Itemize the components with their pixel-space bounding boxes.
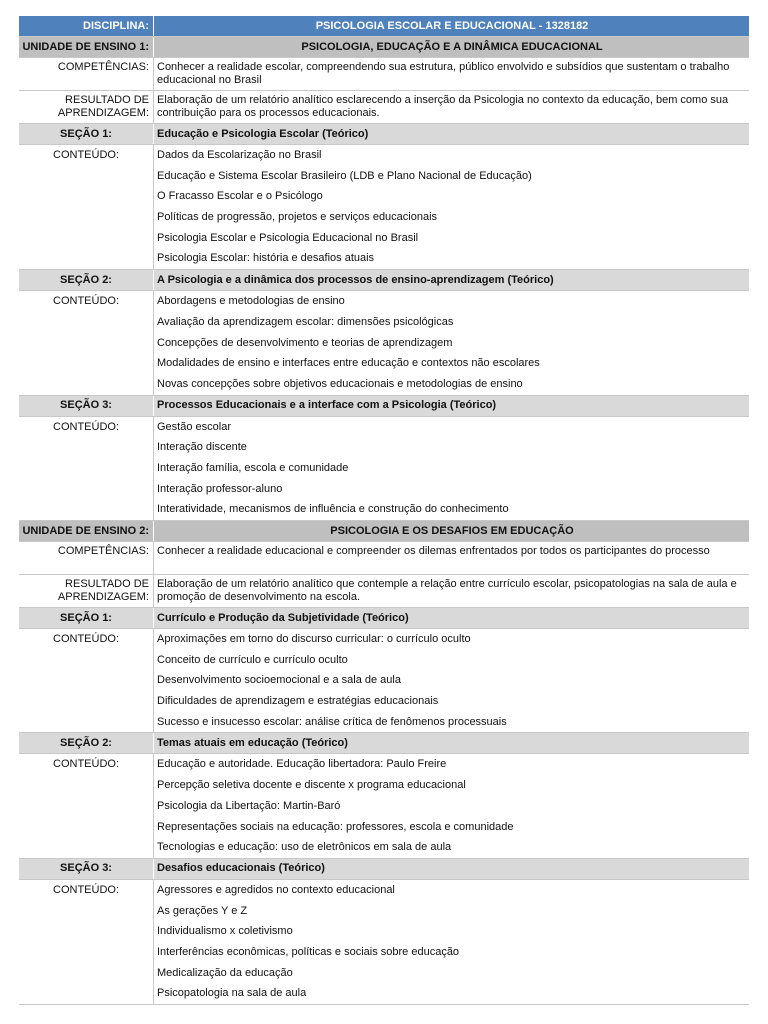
section-title: A Psicologia e a dinâmica dos processos de ensino-aprendizagem (Teórico) [157,273,554,286]
content-label: CONTEÚDO: [19,629,154,732]
content-item: Interatividade, mecanismos de influência e construção do conhecimento [157,503,509,516]
content-label: CONTEÚDO: [19,417,154,520]
unit-label: UNIDADE DE ENSINO 2: [19,521,154,541]
section-title: Currículo e Produção da Subjetividade (Teórico) [157,611,409,624]
content-item: Gestão escolar [157,420,231,433]
content-list [154,417,749,520]
content-item: Interferências econômicas, políticas e sociais sobre educação [157,945,460,958]
content-item: Agressores e agredidos no contexto educacional [157,883,395,896]
content-item: Interação professor-aluno [157,482,283,495]
resultado-label [19,575,154,607]
content-item: Representações sociais na educação: professores, escola e comunidade [157,820,514,833]
content-item: Psicologia Escolar: história e desafios atuais [157,252,375,265]
content-item: Abordagens e metodologias de ensino [157,295,345,308]
content-item: Concepções de desenvolvimento e teorias de aprendizagem [157,336,453,349]
competencias-text: Conhecer a realidade educacional e compreender os dilemas enfrentados por todos os participantes do processo [157,545,710,557]
content-item: Medicalização da educação [157,966,293,979]
content-row [19,880,749,1005]
competencias-label: COMPETÊNCIAS: [19,542,154,574]
section-header-row [19,270,749,291]
section-label: SEÇÃO 1: [19,124,154,144]
content-item: Tecnologias e educação: uso de eletrônicos em sala de aula [157,841,452,854]
content-label: CONTEÚDO: [19,145,154,269]
content-item: Individualismo x coletivismo [157,925,293,938]
section-header-row [19,124,749,145]
section-label: SEÇÃO 2: [19,733,154,753]
content-item: Psicologia Escolar e Psicologia Educacional no Brasil [157,231,419,244]
content-item: Avaliação da aprendizagem escolar: dimensões psicológicas [157,315,454,328]
content-label: CONTEÚDO: [19,880,154,1004]
content-row [19,629,749,733]
content-item: Psicopatologia na sala de aula [157,987,307,1000]
section-header-row [19,396,749,417]
content-item: Sucesso e insucesso escolar: análise crítica de fenômenos processuais [157,715,507,728]
competencias-label: COMPETÊNCIAS: [19,58,154,90]
resultado-text: Elaboração de um relatório analítico que contemple a relação entre currículo escolar, psicopatologias na sala de aula e promoção de desenvolvimento na escola. [157,578,737,603]
content-row [19,754,749,858]
discipline-header-row [19,16,749,37]
content-list [154,629,749,732]
content-list [154,145,749,269]
resultado-label-line1: RESULTADO DE [65,578,149,590]
content-item: Desenvolvimento socioemocional e a sala de aula [157,674,401,687]
section-label: SEÇÃO 3: [19,396,154,416]
unit-title: PSICOLOGIA E OS DESAFIOS EM EDUCAÇÃO [330,524,574,537]
section-label: SEÇÃO 2: [19,270,154,290]
content-item: Educação e autoridade. Educação libertadora: Paulo Freire [157,758,447,771]
content-list [154,291,749,394]
resultado-label [19,91,154,123]
content-item: Aproximações em torno do discurso curricular: o currículo oculto [157,633,471,645]
resultado-row [19,91,749,124]
content-row [19,145,749,270]
unit-header-row [19,521,749,542]
content-item: Educação e Sistema Escolar Brasileiro (LDB e Plano Nacional de Educação) [157,169,532,182]
content-row [19,417,749,521]
section-title: Desafios educacionais (Teórico) [157,862,325,875]
content-label: CONTEÚDO: [19,291,154,394]
content-item: As gerações Y e Z [157,904,248,917]
content-item: Políticas de progressão, projetos e serviços educacionais [157,211,438,224]
section-title: Processos Educacionais e a interface com a Psicologia (Teórico) [157,399,497,412]
content-item: Percepção seletiva docente e discente x programa educacional [157,779,466,792]
content-label: CONTEÚDO: [19,754,154,857]
discipline-label: DISCIPLINA: [19,16,154,36]
content-list [154,754,749,857]
content-item: Interação discente [157,441,247,454]
section-label: SEÇÃO 3: [19,859,154,879]
resultado-label-line1: RESULTADO DE [65,94,149,106]
syllabus-table [19,16,749,1005]
units-container [19,37,749,1005]
unit-title: PSICOLOGIA, EDUCAÇÃO E A DINÂMICA EDUCACIONAL [301,40,603,53]
content-item: Conceito de currículo e currículo oculto [157,653,348,666]
content-item: Dados da Escolarização no Brasil [157,149,322,161]
content-item: Interação família, escola e comunidade [157,461,349,474]
content-item: Modalidades de ensino e interfaces entre educação e contextos não escolares [157,357,540,370]
section-title: Educação e Psicologia Escolar (Teórico) [157,127,369,140]
competencias-text: Conhecer a realidade escolar, compreendendo sua estrutura, público envolvido e subsídios que sustentam o trabalho educacional no Brasil [157,61,730,86]
section-header-row [19,859,749,880]
content-list [154,880,749,1004]
competencias-row [19,58,749,91]
discipline-title: PSICOLOGIA ESCOLAR E EDUCACIONAL - 1328182 [315,19,589,32]
unit-label: UNIDADE DE ENSINO 1: [19,37,154,57]
section-header-row [19,608,749,629]
resultado-label-line2: APRENDIZAGEM: [57,591,149,603]
competencias-row [19,542,749,575]
content-item: Psicologia da Libertação: Martin-Baró [157,799,341,812]
content-item: Novas concepções sobre objetivos educacionais e metodologias de ensino [157,377,523,390]
content-item: Dificuldades de aprendizagem e estratégias educacionais [157,695,439,708]
section-label: SEÇÃO 1: [19,608,154,628]
unit-header-row [19,37,749,58]
section-title: Temas atuais em educação (Teórico) [157,736,348,749]
resultado-label-line2: APRENDIZAGEM: [57,107,149,119]
content-row [19,291,749,395]
resultado-text: Elaboração de um relatório analítico esclarecendo a inserção da Psicologia no contexto da educação, bem como sua contribuição para os processos educacionais. [157,94,729,119]
resultado-row [19,575,749,608]
content-item: O Fracasso Escolar e o Psicólogo [157,190,323,203]
section-header-row [19,733,749,754]
